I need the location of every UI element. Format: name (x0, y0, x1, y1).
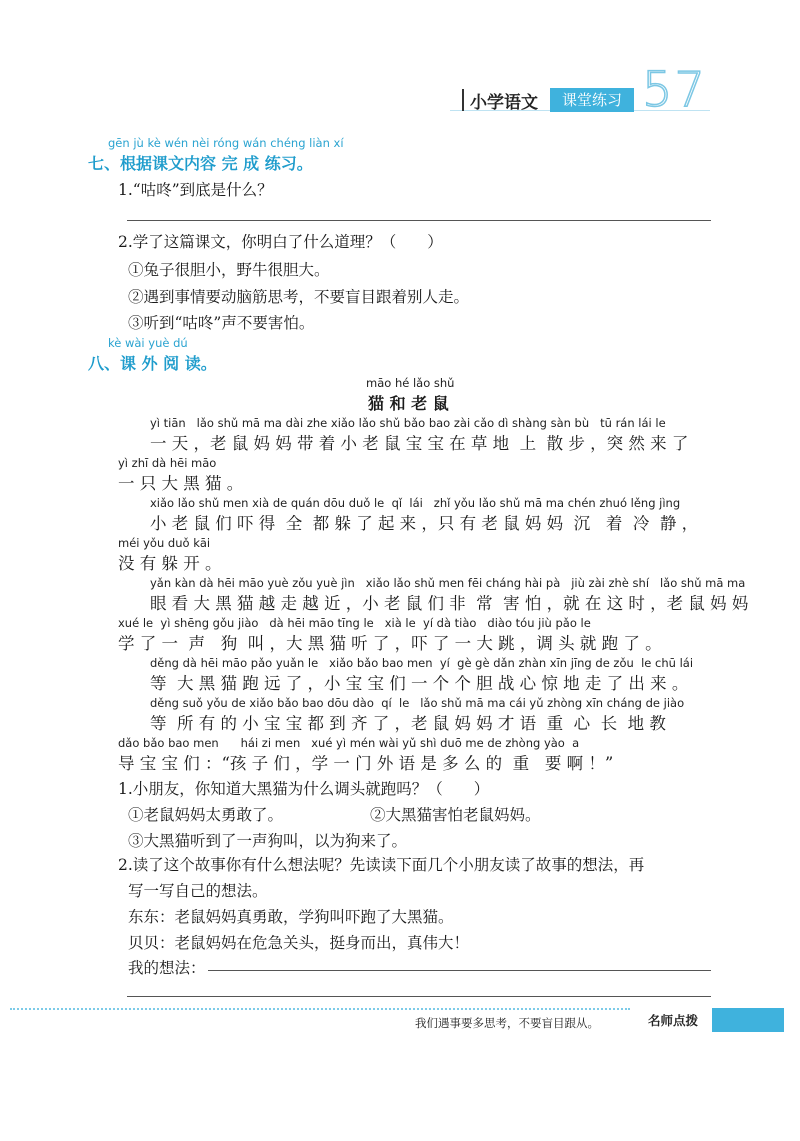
section8-pinyin: kè wài yuè dú (108, 336, 188, 350)
story-pinyin: yǎn kàn dà hēi māo yuè zǒu yuè jìn xiǎo lǎo shǔ men fēi cháng hài pà jiù zài zhè shí lǎo shǔ mā ma (150, 576, 746, 590)
section8-title: 八、课 外 阅 读。 (88, 354, 217, 373)
footer-dotted-rule (10, 1008, 630, 1010)
story-pinyin: děng dà hēi māo pǎo yuǎn le xiǎo bǎo bao men yí gè gè dǎn zhàn xīn jīng de zǒu le chū lái (150, 656, 694, 670)
story-line: 没 有 躲 开 。 (118, 554, 222, 573)
footer-note: 我们遇事要多思考，不要盲目跟从。 (415, 1016, 599, 1030)
story-pinyin: yì zhī dà hēi māo (118, 456, 217, 470)
footer-tag: 名师点拨 (648, 1013, 699, 1028)
page-number: 57 (642, 62, 708, 118)
option-3: ③听到“咕咚”声不要害怕。 (128, 314, 315, 332)
story-pinyin: dǎo bǎo bao men hái zi men xué yì mén wài yǔ shì duō me de zhòng yào a (118, 736, 580, 750)
story-line: 眼 看 大 黑 猫 越 走 越 近 ，小 老 鼠 们 非 常 害 怕 ，就 在 这 时 ，老 鼠 妈 妈 (150, 594, 749, 613)
section7-question-2: 2.学了这篇课文，你明白了什么道理？（ ） (118, 233, 443, 251)
answer-line[interactable] (127, 996, 711, 997)
story-pinyin: yì tiān lǎo shǔ mā ma dài zhe xiǎo lǎo shǔ bǎo bao zài cǎo dì shàng sàn bù tū rán lái le (150, 416, 666, 430)
story-title-pinyin: māo hé lǎo shǔ (366, 376, 455, 390)
story-title: 猫 和 老 鼠 (368, 394, 449, 413)
option-1: ①兔子很胆小，野牛很胆大。 (128, 261, 330, 279)
my-idea-label: 我的想法： (128, 959, 206, 977)
header-subject: 小学语文 (470, 93, 538, 113)
story-line: 导 宝 宝 们 ：“孩 子 们 ，学 一 门 外 语 是 多 么 的 重 要 啊 ！” (118, 754, 614, 773)
story-pinyin: xué le yì shēng gǒu jiào dà hēi māo tīng le xià le yí dà tiào diào tóu jiù pǎo le (118, 616, 591, 630)
option-b: ②大黑猫害怕老鼠妈妈。 (370, 806, 541, 824)
section7-pinyin: gēn jù kè wén nèi róng wán chéng liàn xí (108, 136, 344, 150)
story-line: 一 天 ，老 鼠 妈 妈 带 着 小 老 鼠 宝 宝 在 草 地 上 散 步 ，突 然 来 了 (150, 434, 689, 453)
answer-line[interactable] (127, 220, 711, 221)
beibei-comment: 贝贝：老鼠妈妈在危急关头，挺身而出，真伟大！ (128, 934, 470, 952)
option-2: ②遇到事情要动脑筋思考，不要盲目跟着别人走。 (128, 288, 470, 306)
story-line: 小 老 鼠 们 吓 得 全 都 躲 了 起 来 ，只 有 老 鼠 妈 妈 沉 着 冷 静 ， (150, 514, 699, 533)
header-separator (462, 89, 464, 111)
reading-question-1: 1.小朋友，你知道大黑猫为什么调头就跑吗？（ ） (118, 780, 490, 798)
section7-title: 七、根据课文内容 完 成 练习。 (88, 154, 313, 173)
story-line: 等 大 黑 猫 跑 远 了 ，小 宝 宝 们 一 个 个 胆 战 心 惊 地 走 了 出 来 。 (150, 674, 689, 693)
answer-line[interactable] (208, 970, 711, 971)
section7-question-1: 1.“咕咚”到底是什么？ (118, 181, 273, 199)
dongdong-comment: 东东：老鼠妈妈真勇敢，学狗叫吓跑了大黑猫。 (128, 908, 454, 926)
option-c: ③大黑猫听到了一声狗叫，以为狗来了。 (128, 832, 408, 850)
story-pinyin: děng suǒ yǒu de xiǎo bǎo bao dōu dào qí le lǎo shǔ mā ma cái yǔ zhòng xīn cháng de jiào (150, 696, 685, 710)
reading-question-2: 2.读了这个故事你有什么想法呢？先读读下面几个小朋友读了故事的想法，再 (118, 856, 645, 874)
story-line: 等 所 有 的 小 宝 宝 都 到 齐 了 ，老 鼠 妈 妈 才 语 重 心 长 地 教 (150, 714, 666, 733)
header-badge: 课堂练习 (550, 88, 634, 112)
story-pinyin: méi yǒu duǒ kāi (118, 536, 211, 550)
reading-question-2-cont: 写一写自己的想法。 (128, 882, 268, 900)
story-pinyin: xiǎo lǎo shǔ men xià de quán dōu duǒ le qǐ lái zhǐ yǒu lǎo shǔ mā ma chén zhuó lěng jìng (150, 496, 681, 510)
option-a: ①老鼠妈妈太勇敢了。 (128, 806, 284, 824)
story-line: 学 了 一 声 狗 叫 ，大 黑 猫 听 了 ，吓 了 一 大 跳 ，调 头 就 跑 了 。 (118, 634, 662, 653)
story-line: 一 只 大 黑 猫 。 (118, 474, 244, 493)
